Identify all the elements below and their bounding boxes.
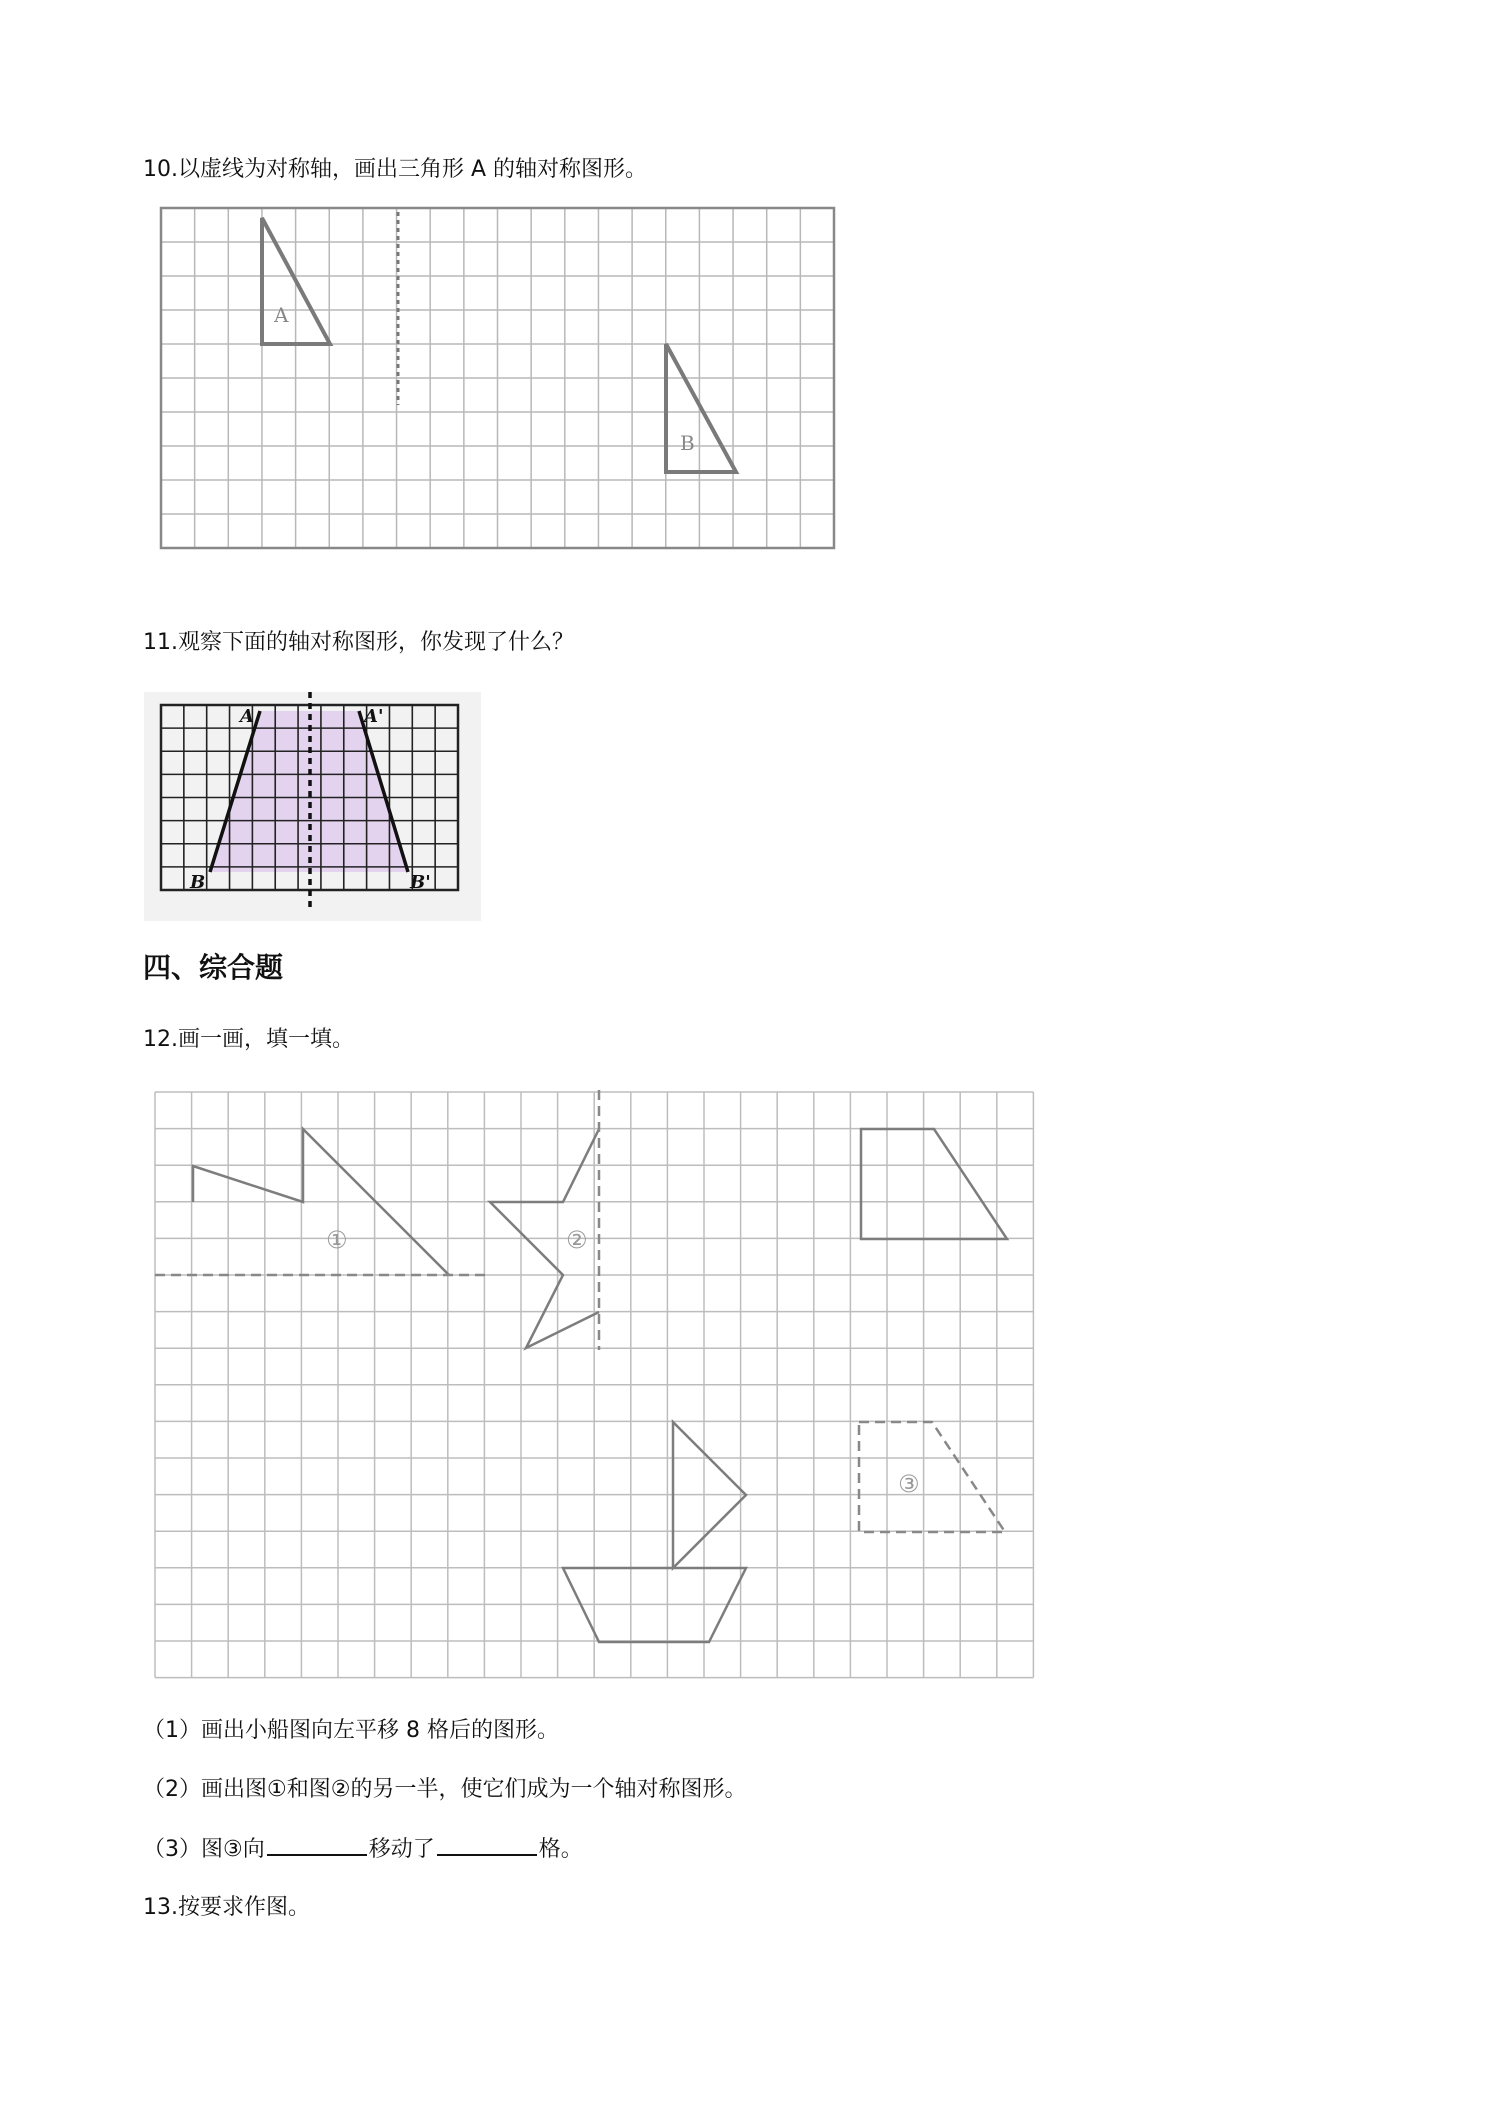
q12-sub2: （2）画出图①和图②的另一半，使它们成为一个轴对称图形。 [143, 1777, 747, 1802]
q12-blank-direction[interactable] [267, 1834, 367, 1856]
q11-label-a: A [240, 706, 254, 727]
q11-text: 11.观察下面的轴对称图形，你发现了什么？ [143, 630, 574, 655]
q12-label-3: ③ [898, 1470, 920, 1498]
q10-label-b: B [680, 431, 695, 455]
q11-label-b-prime: B' [410, 872, 431, 893]
q12-label-1: ① [326, 1226, 348, 1254]
q11-label-a-prime: A' [364, 706, 384, 727]
q12-trapezoid [861, 1129, 1007, 1239]
q10-label-a: A [274, 303, 289, 327]
section-title: 四、综合题 [143, 951, 284, 984]
q12-text: 12.画一画，填一填。 [143, 1027, 354, 1052]
q13-text: 13.按要求作图。 [143, 1895, 310, 1920]
q12-sub3-prefix: （3）图③向 [143, 1837, 265, 1862]
q12-sub3-suffix: 格。 [538, 1837, 583, 1862]
q12-blank-count[interactable] [437, 1834, 537, 1856]
q12-label-2: ② [566, 1226, 588, 1254]
q12-sub3-middle: 移动了 [368, 1837, 435, 1862]
q11-label-b: B [190, 872, 206, 893]
q12-figure-3 [859, 1422, 1005, 1532]
q12-sub1: （1）画出小船图向左平移 8 格后的图形。 [143, 1718, 559, 1743]
q10-text: 10.以虚线为对称轴，画出三角形 A 的轴对称图形。 [143, 157, 648, 182]
q12-sub3 [143, 1834, 583, 1865]
